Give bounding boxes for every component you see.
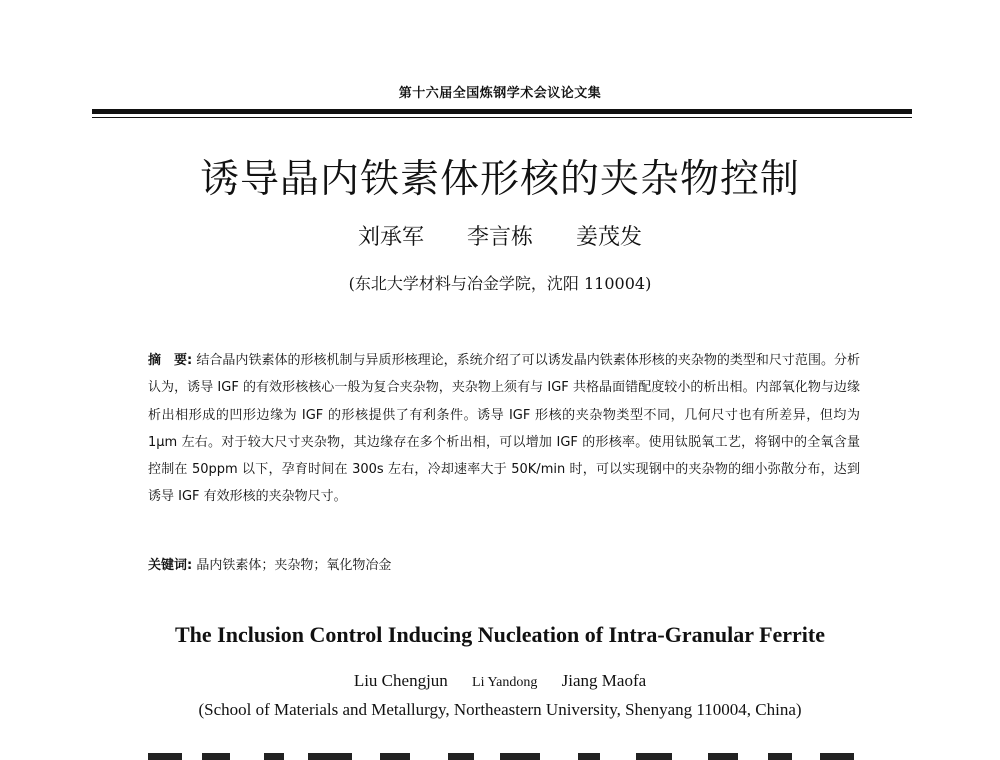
abstract-label: 摘 要: [148,353,193,368]
authors-chinese [0,220,1000,251]
affiliation-english: (School of Materials and Metallurgy, Northeastern University, Shenyang 110004, China) [198,700,802,719]
affiliation-chinese: (东北大学材料与冶金学院，沈阳 110004) [348,274,652,293]
abstract-chinese [148,347,860,511]
author-en-3: Jiang Maofa [561,671,647,690]
author-en-2: Li Yandong [472,675,538,690]
abstract-text: 结合晶内铁素体的形核机制与异质形核理论，系统介绍了可以诱发晶内铁素体形核的夹杂物的类型和尺寸范围。分析认为，诱导 IGF 的有效形核核心一般为复合夹杂物，夹杂物上须有与 IGF 共格晶面错配度较小的析出相。内部氧化物与边缘析出相形成的凹形边缘为 IGF 的形核提供了有利条件。诱导 IGF 形核的夹杂物类型不同，几何尺寸也有所差异，但均为 1μm 左右。对于较大尺寸夹杂物，其边缘存在多个析出相，可以增加 IGF 的形核率。使用钛脱氧工艺，将钢中的全氧含量控制在 50ppm 以下，孕育时间在 300s 左右，冷却速率大于 50K/min 时，可以实现钢中的夹杂物的细小弥散分布，达到诱导 IGF 有效形核的夹杂物尺寸。 [148,353,860,505]
cut-off-text-line [148,752,860,760]
keywords-chinese [148,554,860,573]
author-zh-1: 刘承军 [357,225,424,250]
author-zh-3: 姜茂发 [576,225,643,250]
header-rule-thin [92,117,912,118]
author-zh-2: 李言栋 [466,225,533,250]
title-chinese: 诱导晶内铁素体形核的夹杂物控制 [199,157,800,202]
keywords-label: 关键词: [148,558,193,573]
author-en-1: Liu Chengjun [353,671,448,690]
header-rule-thick [92,109,912,114]
keywords-text: 晶内铁素体；夹杂物；氧化物冶金 [196,558,392,573]
title-english: The Inclusion Control Inducing Nucleation of Intra-Granular Ferrite [174,622,826,647]
running-header: 第十六届全国炼钢学术会议论文集 [398,86,602,101]
authors-english [0,671,1000,691]
